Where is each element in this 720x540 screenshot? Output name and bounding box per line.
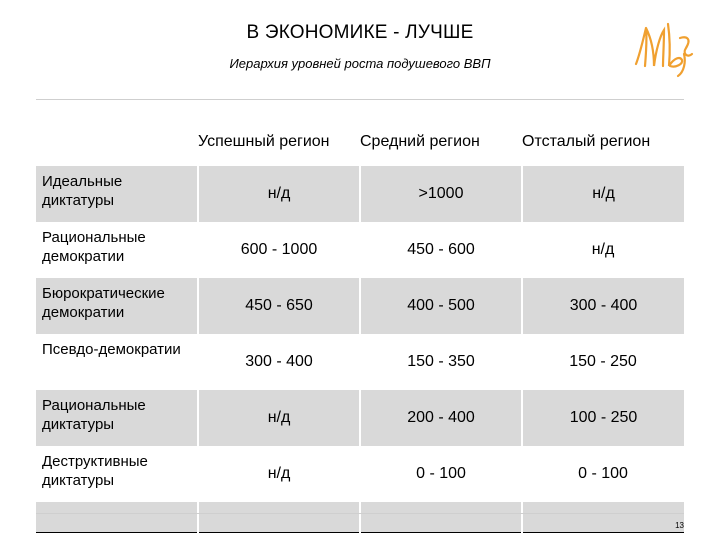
empty-cell bbox=[198, 502, 360, 533]
cell-value: н/д bbox=[522, 166, 684, 222]
logo-icon bbox=[630, 14, 696, 80]
cell-value: 0 - 100 bbox=[360, 446, 522, 502]
table-footer-row bbox=[36, 502, 684, 533]
page-number: 13 bbox=[675, 521, 684, 530]
empty-cell bbox=[36, 502, 198, 533]
row-label: Псевдо-демократии bbox=[36, 334, 198, 390]
table-header-row bbox=[36, 116, 684, 166]
table-row bbox=[36, 334, 684, 390]
cell-value: 600 - 1000 bbox=[198, 222, 360, 278]
cell-value: 400 - 500 bbox=[360, 278, 522, 334]
table-row bbox=[36, 446, 684, 502]
row-label: Бюрократические демократии bbox=[36, 278, 198, 334]
top-divider bbox=[36, 99, 684, 100]
cell-value: 300 - 400 bbox=[522, 278, 684, 334]
cell-value: 150 - 250 bbox=[522, 334, 684, 390]
cell-value: 150 - 350 bbox=[360, 334, 522, 390]
cell-value: н/д bbox=[198, 446, 360, 502]
cell-value: 450 - 600 bbox=[360, 222, 522, 278]
cell-value: 300 - 400 bbox=[198, 334, 360, 390]
row-label: Деструктивные диктатуры bbox=[36, 446, 198, 502]
table-row bbox=[36, 390, 684, 446]
cell-value: н/д bbox=[198, 166, 360, 222]
cell-value: 100 - 250 bbox=[522, 390, 684, 446]
table-row bbox=[36, 222, 684, 278]
header-empty bbox=[36, 116, 198, 166]
cell-value: н/д bbox=[198, 390, 360, 446]
header-average-region: Средний регион bbox=[360, 116, 522, 166]
gdp-hierarchy-table bbox=[36, 116, 684, 533]
table-row bbox=[36, 278, 684, 334]
cell-value: 450 - 650 bbox=[198, 278, 360, 334]
empty-cell bbox=[522, 502, 684, 533]
slide-subtitle: Иерархия уровней роста подушевого ВВП bbox=[229, 56, 491, 71]
cell-value: 0 - 100 bbox=[522, 446, 684, 502]
row-label: Идеальные диктатуры bbox=[36, 166, 198, 222]
slide-title: В ЭКОНОМИКЕ - ЛУЧШЕ bbox=[246, 22, 474, 43]
cell-value: н/д bbox=[522, 222, 684, 278]
cell-value: 200 - 400 bbox=[360, 390, 522, 446]
header-lagging-region: Отсталый регион bbox=[522, 116, 684, 166]
row-label: Рациональные диктатуры bbox=[36, 390, 198, 446]
header-successful-region: Успешный регион bbox=[198, 116, 360, 166]
bottom-divider bbox=[36, 513, 684, 514]
row-label: Рациональные демократии bbox=[36, 222, 198, 278]
cell-value: >1000 bbox=[360, 166, 522, 222]
empty-cell bbox=[360, 502, 522, 533]
table-row bbox=[36, 166, 684, 222]
